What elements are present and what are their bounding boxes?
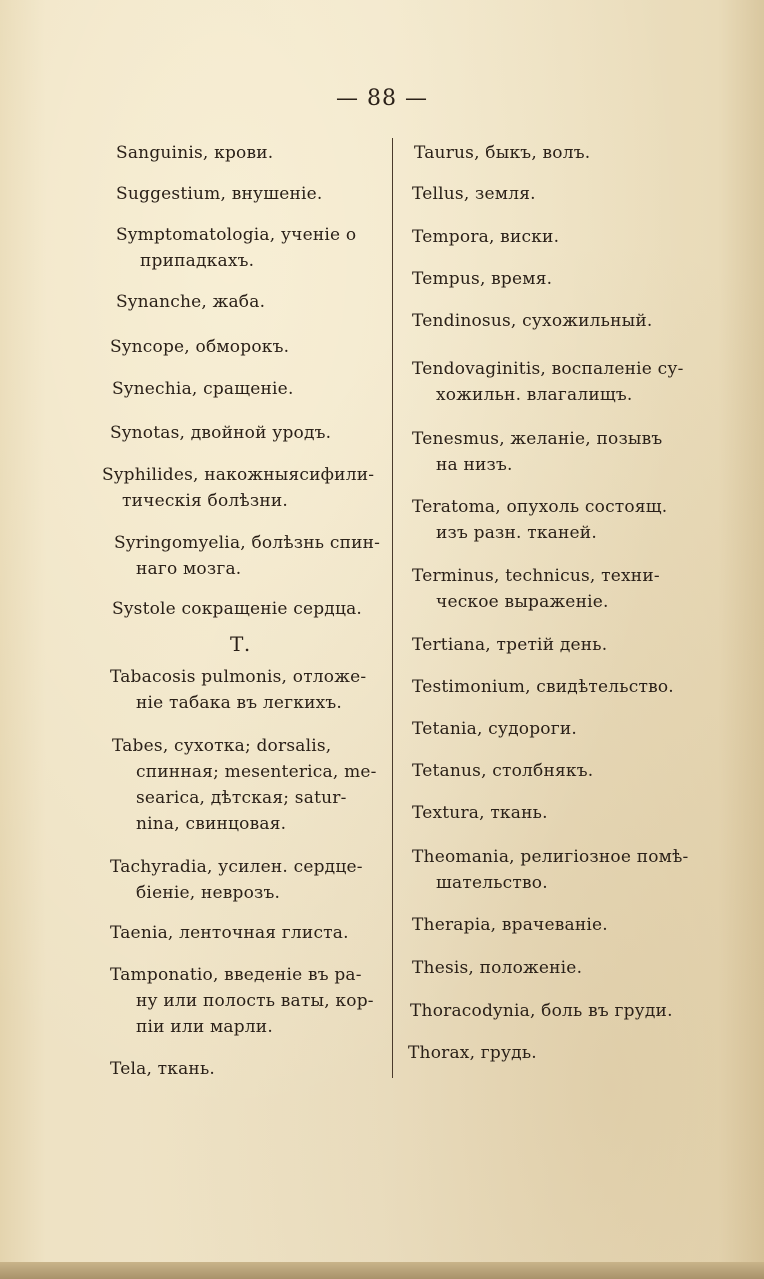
- entry-line: Taenia, ленточная глиста.: [110, 923, 349, 943]
- entry-line: ну или полость ваты, кор-: [136, 991, 374, 1011]
- entry-line: наго мозга.: [136, 559, 242, 579]
- entry-line: Syphilides, накожныясифили-: [102, 465, 375, 485]
- entry-suggestium: [116, 181, 323, 207]
- entry-line: шательство.: [436, 873, 548, 893]
- entry-terminus: [412, 563, 660, 615]
- entry-thoracodynia: [410, 998, 673, 1024]
- entry-teratoma: [412, 494, 667, 546]
- entry-line: Therapia, врачеваніе.: [412, 915, 608, 935]
- entry-line: изъ разн. тканей.: [436, 523, 597, 543]
- entry-tamponatio: [110, 962, 374, 1040]
- entry-line: на низъ.: [436, 455, 513, 475]
- entry-tenesmus: [412, 426, 662, 478]
- entry-synanche: [116, 289, 265, 315]
- entry-line: піи или марли.: [136, 1017, 273, 1037]
- entry-line: Systole сокращеніе сердца.: [112, 599, 363, 619]
- entry-line: Syringomyelia, болѣзнь спин-: [114, 533, 381, 553]
- page-number: — 88 —: [336, 86, 428, 111]
- entry-line: ческое выраженіе.: [436, 592, 609, 612]
- entry-synechia: [112, 376, 294, 402]
- entry-line: searica, дѣтская; satur-: [136, 788, 347, 808]
- entry-systole: [112, 596, 362, 622]
- entry-line: Tendovaginitis, воспаленіе су-: [412, 359, 684, 379]
- entry-line: Thesis, положеніе.: [412, 958, 583, 978]
- entry-line: Tempus, время.: [412, 269, 553, 289]
- entry-line: Tachyradia, усилен. сердце-: [110, 857, 363, 877]
- entry-tempora: [412, 224, 559, 250]
- entry-tabes: [112, 733, 377, 837]
- entry-taurus: [414, 140, 590, 166]
- entry-line: Symptomatologia, ученіе о: [116, 225, 357, 245]
- entry-thesis: [412, 955, 582, 981]
- entry-line: біеніе, неврозъ.: [136, 883, 281, 903]
- section-letter-t: Т.: [230, 632, 251, 656]
- entry-line: Suggestium, внушеніе.: [116, 184, 323, 204]
- entry-thorax: [408, 1040, 537, 1066]
- entry-tempus: [412, 266, 552, 292]
- entry-tendovaginitis: [412, 356, 684, 408]
- entry-line: Tempora, виски.: [412, 227, 560, 247]
- entry-line: Testimonium, свидѣтельство.: [412, 677, 674, 697]
- entry-line: nina, свинцовая.: [136, 814, 287, 834]
- entry-line: Tamponatio, введеніе въ ра-: [110, 965, 362, 985]
- page-bottom-edge: [0, 1262, 764, 1279]
- entry-tertiana: [412, 632, 607, 658]
- entry-line: припадкахъ.: [140, 251, 255, 271]
- entry-line: Tabes, сухотка; dorsalis,: [112, 736, 332, 756]
- entry-line: Textura, ткань.: [412, 803, 548, 823]
- entry-syringomyelia: [114, 530, 380, 582]
- entry-line: Tellus, земля.: [412, 184, 536, 204]
- entry-line: Terminus, technicus, техни-: [412, 566, 660, 586]
- entry-line: Tetania, судороги.: [412, 719, 577, 739]
- entry-line: Synanche, жаба.: [116, 292, 266, 312]
- entry-line: Synotas, двойной уродъ.: [110, 423, 332, 443]
- entry-testimonium: [412, 674, 674, 700]
- entry-line: Sanguinis, крови.: [116, 143, 274, 163]
- entry-sanguinis: [116, 140, 273, 166]
- entry-tendinosus: [412, 308, 653, 334]
- entry-syphilides: [102, 462, 374, 514]
- entry-textura: [412, 800, 548, 826]
- entry-line: Tela, ткань.: [110, 1059, 216, 1079]
- entry-line: Tetanus, столбнякъ.: [412, 761, 594, 781]
- entry-line: Theomania, религіозное помѣ-: [412, 847, 689, 867]
- entry-tetania: [412, 716, 577, 742]
- entry-therapia: [412, 912, 608, 938]
- entry-line: Taurus, быкъ, волъ.: [414, 143, 591, 163]
- entry-line: Teratoma, опухоль состоящ.: [412, 497, 668, 517]
- entry-synotas: [110, 420, 331, 446]
- entry-tachyradia: [110, 854, 363, 906]
- entry-tellus: [412, 181, 536, 207]
- entry-symptomatologia: [116, 222, 356, 274]
- entry-tetanus: [412, 758, 593, 784]
- entry-line: Tertiana, третій день.: [412, 635, 608, 655]
- entry-line: Syncope, обморокъ.: [110, 337, 290, 357]
- entry-line: ніе табака въ легкихъ.: [136, 693, 343, 713]
- entry-line: Tendinosus, сухожильный.: [412, 311, 653, 331]
- column-divider: [392, 138, 393, 1078]
- entry-line: хожильн. влагалищъ.: [436, 385, 633, 405]
- entry-syncope: [110, 334, 289, 360]
- entry-theomania: [412, 844, 689, 896]
- entry-tabacosis: [110, 664, 366, 716]
- entry-line: Synechia, сращеніе.: [112, 379, 294, 399]
- entry-line: тическія болѣзни.: [122, 491, 289, 511]
- entry-line: Tabacosis pulmonis, отложе-: [110, 667, 367, 687]
- entry-line: спинная; mesenterica, me-: [136, 762, 377, 782]
- entry-line: Tenesmus, желаніе, позывъ: [412, 429, 663, 449]
- entry-line: Thorax, грудь.: [408, 1043, 537, 1063]
- entry-taenia: [110, 920, 349, 946]
- entry-tela: [110, 1056, 215, 1082]
- entry-line: Thoracodynia, боль въ груди.: [410, 1001, 673, 1021]
